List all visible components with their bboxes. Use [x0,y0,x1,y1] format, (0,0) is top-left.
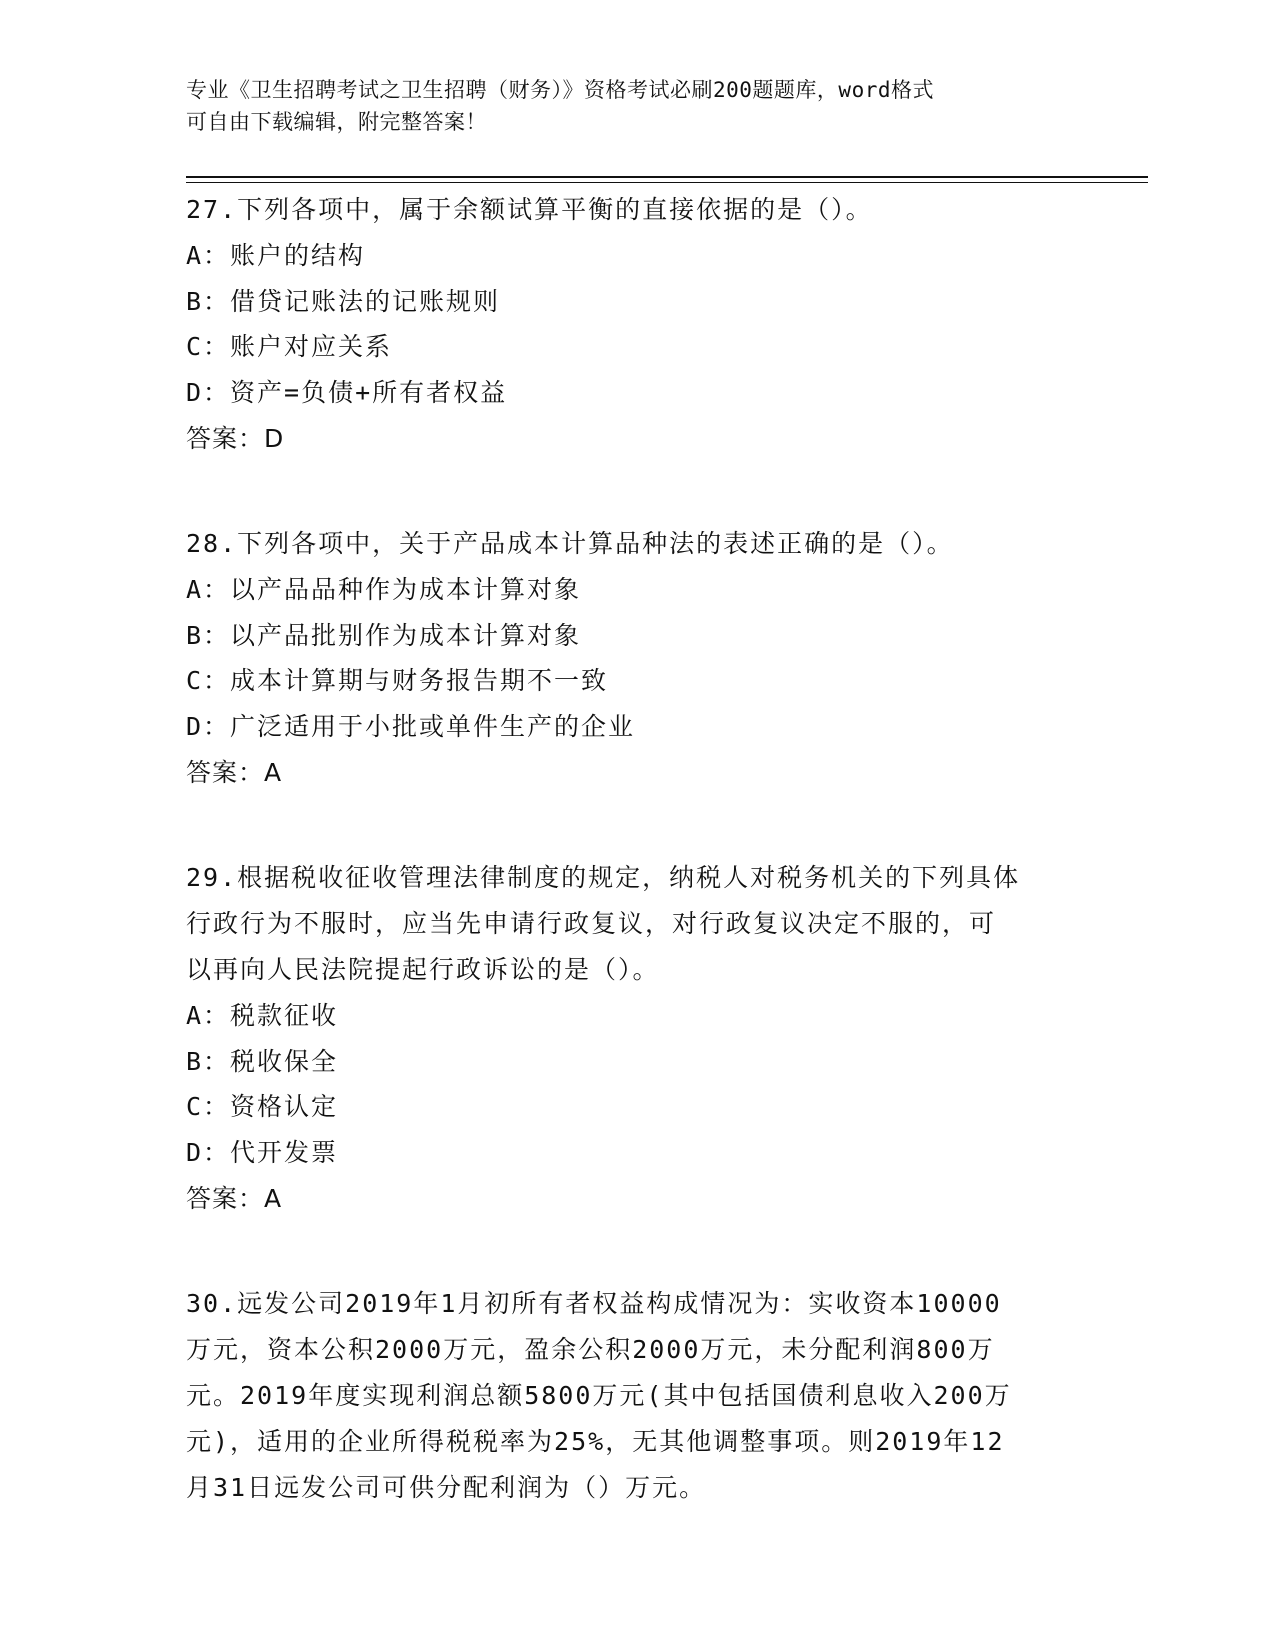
answer: 答案：A [186,1184,283,1213]
page-header [186,74,1086,138]
option-b: B：以产品批别作为成本计算对象 [186,620,582,650]
option-d: D：资产=负债+所有者权益 [186,377,508,407]
option-d: D：代开发票 [186,1137,339,1167]
option-c: C：成本计算期与财务报告期不一致 [186,666,609,695]
option-c: C：资格认定 [186,1092,339,1121]
option-d: D：广泛适用于小批或单件生产的企业 [186,711,636,741]
option-a: A：以产品品种作为成本计算对象 [186,575,582,604]
header-line-1: 专业《卫生招聘考试之卫生招聘（财务）》资格考试必刷200题题库，word格式 [186,78,934,102]
question-stem-line-3: 元。2019年度实现利润总额5800万元(其中包括国债利息收入200万 [186,1381,1012,1410]
header-line-2: 可自由下载编辑，附完整答案！ [186,110,487,134]
question-stem-line-3: 以再向人民法院提起行政诉讼的是（）。 [186,955,660,984]
question-stem: 27.下列各项中，属于余额试算平衡的直接依据的是（）。 [186,195,873,224]
question-stem-line-5: 月31日远发公司可供分配利润为（）万元。 [186,1473,707,1502]
question-30 [186,1281,1086,1511]
question-stem-line-4: 元)，适用的企业所得税税率为25%，无其他调整事项。则2019年12 [186,1427,1005,1456]
question-29 [186,855,1086,1223]
answer: 答案：D [186,424,285,453]
option-c: C：账户对应关系 [186,332,393,361]
question-stem-line-2: 行政行为不服时，应当先申请行政复议，对行政复议决定不服的，可 [186,909,997,938]
question-stem-line-1: 29.根据税收征收管理法律制度的规定，纳税人对税务机关的下列具体 [186,863,1021,892]
question-list [186,187,1086,1511]
answer: 答案：A [186,758,283,787]
question-stem: 28.下列各项中，关于产品成本计算品种法的表述正确的是（）。 [186,529,954,558]
header-rule-thick [186,176,1148,178]
header-rule-thin [186,182,1148,183]
question-stem-line-1: 30.远发公司2019年1月初所有者权益构成情况为：实收资本10000 [186,1289,1002,1318]
option-b: B：税收保全 [186,1046,339,1076]
question-stem-line-2: 万元，资本公积2000万元，盈余公积2000万元，未分配利润800万 [186,1335,995,1364]
question-27 [186,187,1086,463]
question-28 [186,521,1086,797]
option-a: A：税款征收 [186,1001,339,1030]
option-a: A：账户的结构 [186,241,366,270]
option-b: B：借贷记账法的记账规则 [186,286,501,316]
